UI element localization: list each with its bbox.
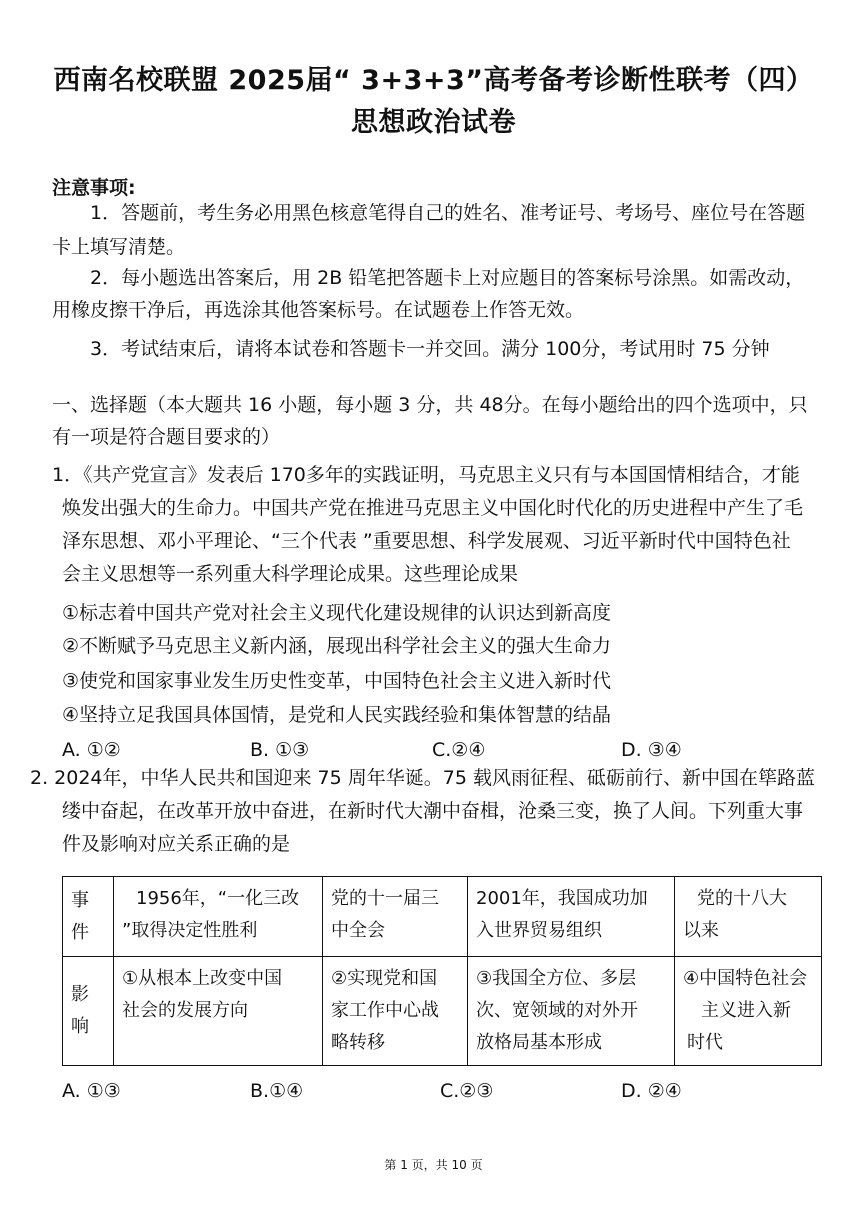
q2-stem-line: 缕中奋起，在改革开放中奋进，在新时代大潮中奋楫，沧桑三变，换了人间。下列重大事 bbox=[62, 800, 804, 822]
cell-line: ①从根本上改变中国 bbox=[122, 968, 283, 989]
row-header-impact: 影响 bbox=[63, 957, 114, 1066]
q1-option-c[interactable]: C.②④ bbox=[432, 739, 486, 761]
q2-option-b[interactable]: B.①④ bbox=[250, 1080, 304, 1102]
notice-line: 1．答题前，考生务必用黑色核意笔得自己的姓名、准考证号、考场号、座位号在答题 bbox=[90, 202, 806, 224]
table-cell bbox=[468, 957, 675, 1066]
table-cell bbox=[675, 957, 822, 1066]
exam-title: 西南名校联盟 2025届“ 3+3+3”高考备考诊断性联考（四） bbox=[53, 65, 814, 96]
q1-stem-line: 泽东思想、邓小平理论、“三个代表 ”重要思想、科学发展观、习近平新时代中国特色社 bbox=[62, 530, 791, 552]
table-row bbox=[63, 877, 822, 957]
table-cell bbox=[114, 877, 323, 957]
table-row bbox=[63, 957, 822, 1066]
q1-option-a[interactable]: A. ①② bbox=[62, 739, 121, 761]
q1-item: ①标志着中国共产党对社会主义现代化建设规律的认识达到新高度 bbox=[62, 602, 612, 624]
q1-stem-line: 会主义思想等一系列重大科学理论成果。这些理论成果 bbox=[62, 563, 519, 585]
q2-option-c[interactable]: C.②③ bbox=[440, 1080, 494, 1102]
cell-line: 党的十一届三 bbox=[331, 888, 439, 909]
table-cell bbox=[114, 957, 323, 1066]
notice-line: 用橡皮擦干净后，再选涂其他答案标号。在试题卷上作答无效。 bbox=[52, 299, 585, 321]
q1-stem-line: 焕发出强大的生命力。中国共产党在推进马克思主义中国化时代化的历史进程中产生了毛 bbox=[62, 497, 804, 519]
q1-item: ③使党和国家事业发生历史性变革，中国特色社会主义进入新时代 bbox=[62, 670, 612, 692]
table-cell bbox=[468, 877, 675, 957]
cell-line: 入世界贸易组织 bbox=[476, 920, 602, 941]
cell-line: 主义进入新 bbox=[701, 1000, 791, 1021]
section-heading: 一、选择题（本大题共 16 小题，每小题 3 分，共 48分。在每小题给出的四个选项中，只 bbox=[52, 394, 808, 416]
q1-option-d[interactable]: D. ③④ bbox=[621, 739, 682, 761]
cell-line: 略转移 bbox=[331, 1032, 385, 1053]
cell-line: 中全会 bbox=[331, 920, 385, 941]
table-cell bbox=[675, 877, 822, 957]
notice-line: 2．每小题选出答案后，用 2B 铅笔把答题卡上对应题目的答案标号涂黑。如需改动， bbox=[90, 267, 805, 289]
q1-stem-line: 1．《共产党宣言》发表后 170多年的实践证明，马克思主义只有与本国国情相结合，才能 bbox=[52, 464, 800, 486]
events-table bbox=[62, 876, 822, 1066]
q2-stem-line: 件及影响对应关系正确的是 bbox=[62, 833, 291, 855]
cell-line: 党的十八大 bbox=[697, 888, 787, 909]
page-number: 第 1 页，共 10 页 bbox=[384, 1158, 483, 1172]
cell-line: ”取得决定性胜利 bbox=[122, 920, 258, 941]
cell-line: 社会的发展方向 bbox=[122, 1000, 248, 1021]
notice-line: 卡上填写清楚。 bbox=[52, 236, 186, 258]
section-heading: 有一项是符合题目要求的） bbox=[52, 426, 281, 448]
table-cell bbox=[323, 957, 468, 1066]
cell-line: ②实现党和国 bbox=[331, 968, 438, 989]
cell-line: 1956年，“一化三改 bbox=[136, 888, 300, 909]
cell-line: ③我国全方位、多层 bbox=[476, 968, 637, 989]
q2-option-a[interactable]: A. ①③ bbox=[62, 1080, 121, 1102]
cell-line: 2001年，我国成功加 bbox=[476, 888, 648, 909]
q2-stem-line: 2. 2024年，中华人民共和国迎来 75 周年华诞。75 载风雨征程、砥砺前行、新中国在筚路蓝 bbox=[30, 767, 815, 789]
q1-item: ②不断赋予马克思主义新内涵，展现出科学社会主义的强大生命力 bbox=[62, 635, 612, 657]
notice-line: 3．考试结束后，请将本试卷和答题卡一并交回。满分 100分，考试用时 75 分钟 bbox=[90, 338, 770, 360]
notice-heading: 注意事项: bbox=[52, 177, 136, 199]
q1-item: ④坚持立足我国具体国情，是党和人民实践经验和集体智慧的结晶 bbox=[62, 704, 612, 726]
cell-line: 家工作中心战 bbox=[331, 1000, 439, 1021]
cell-line: 以来 bbox=[683, 920, 719, 941]
q1-option-b[interactable]: B. ①③ bbox=[250, 739, 310, 761]
cell-line: ④中国特色社会 bbox=[683, 968, 808, 989]
exam-subject-title: 思想政治试卷 bbox=[351, 107, 516, 138]
table-cell bbox=[323, 877, 468, 957]
q2-option-d[interactable]: D. ②④ bbox=[621, 1080, 682, 1102]
cell-line: 时代 bbox=[687, 1032, 723, 1053]
row-header-event: 事件 bbox=[63, 877, 114, 957]
cell-line: 放格局基本形成 bbox=[476, 1032, 602, 1053]
cell-line: 次、宽领域的对外开 bbox=[476, 1000, 638, 1021]
